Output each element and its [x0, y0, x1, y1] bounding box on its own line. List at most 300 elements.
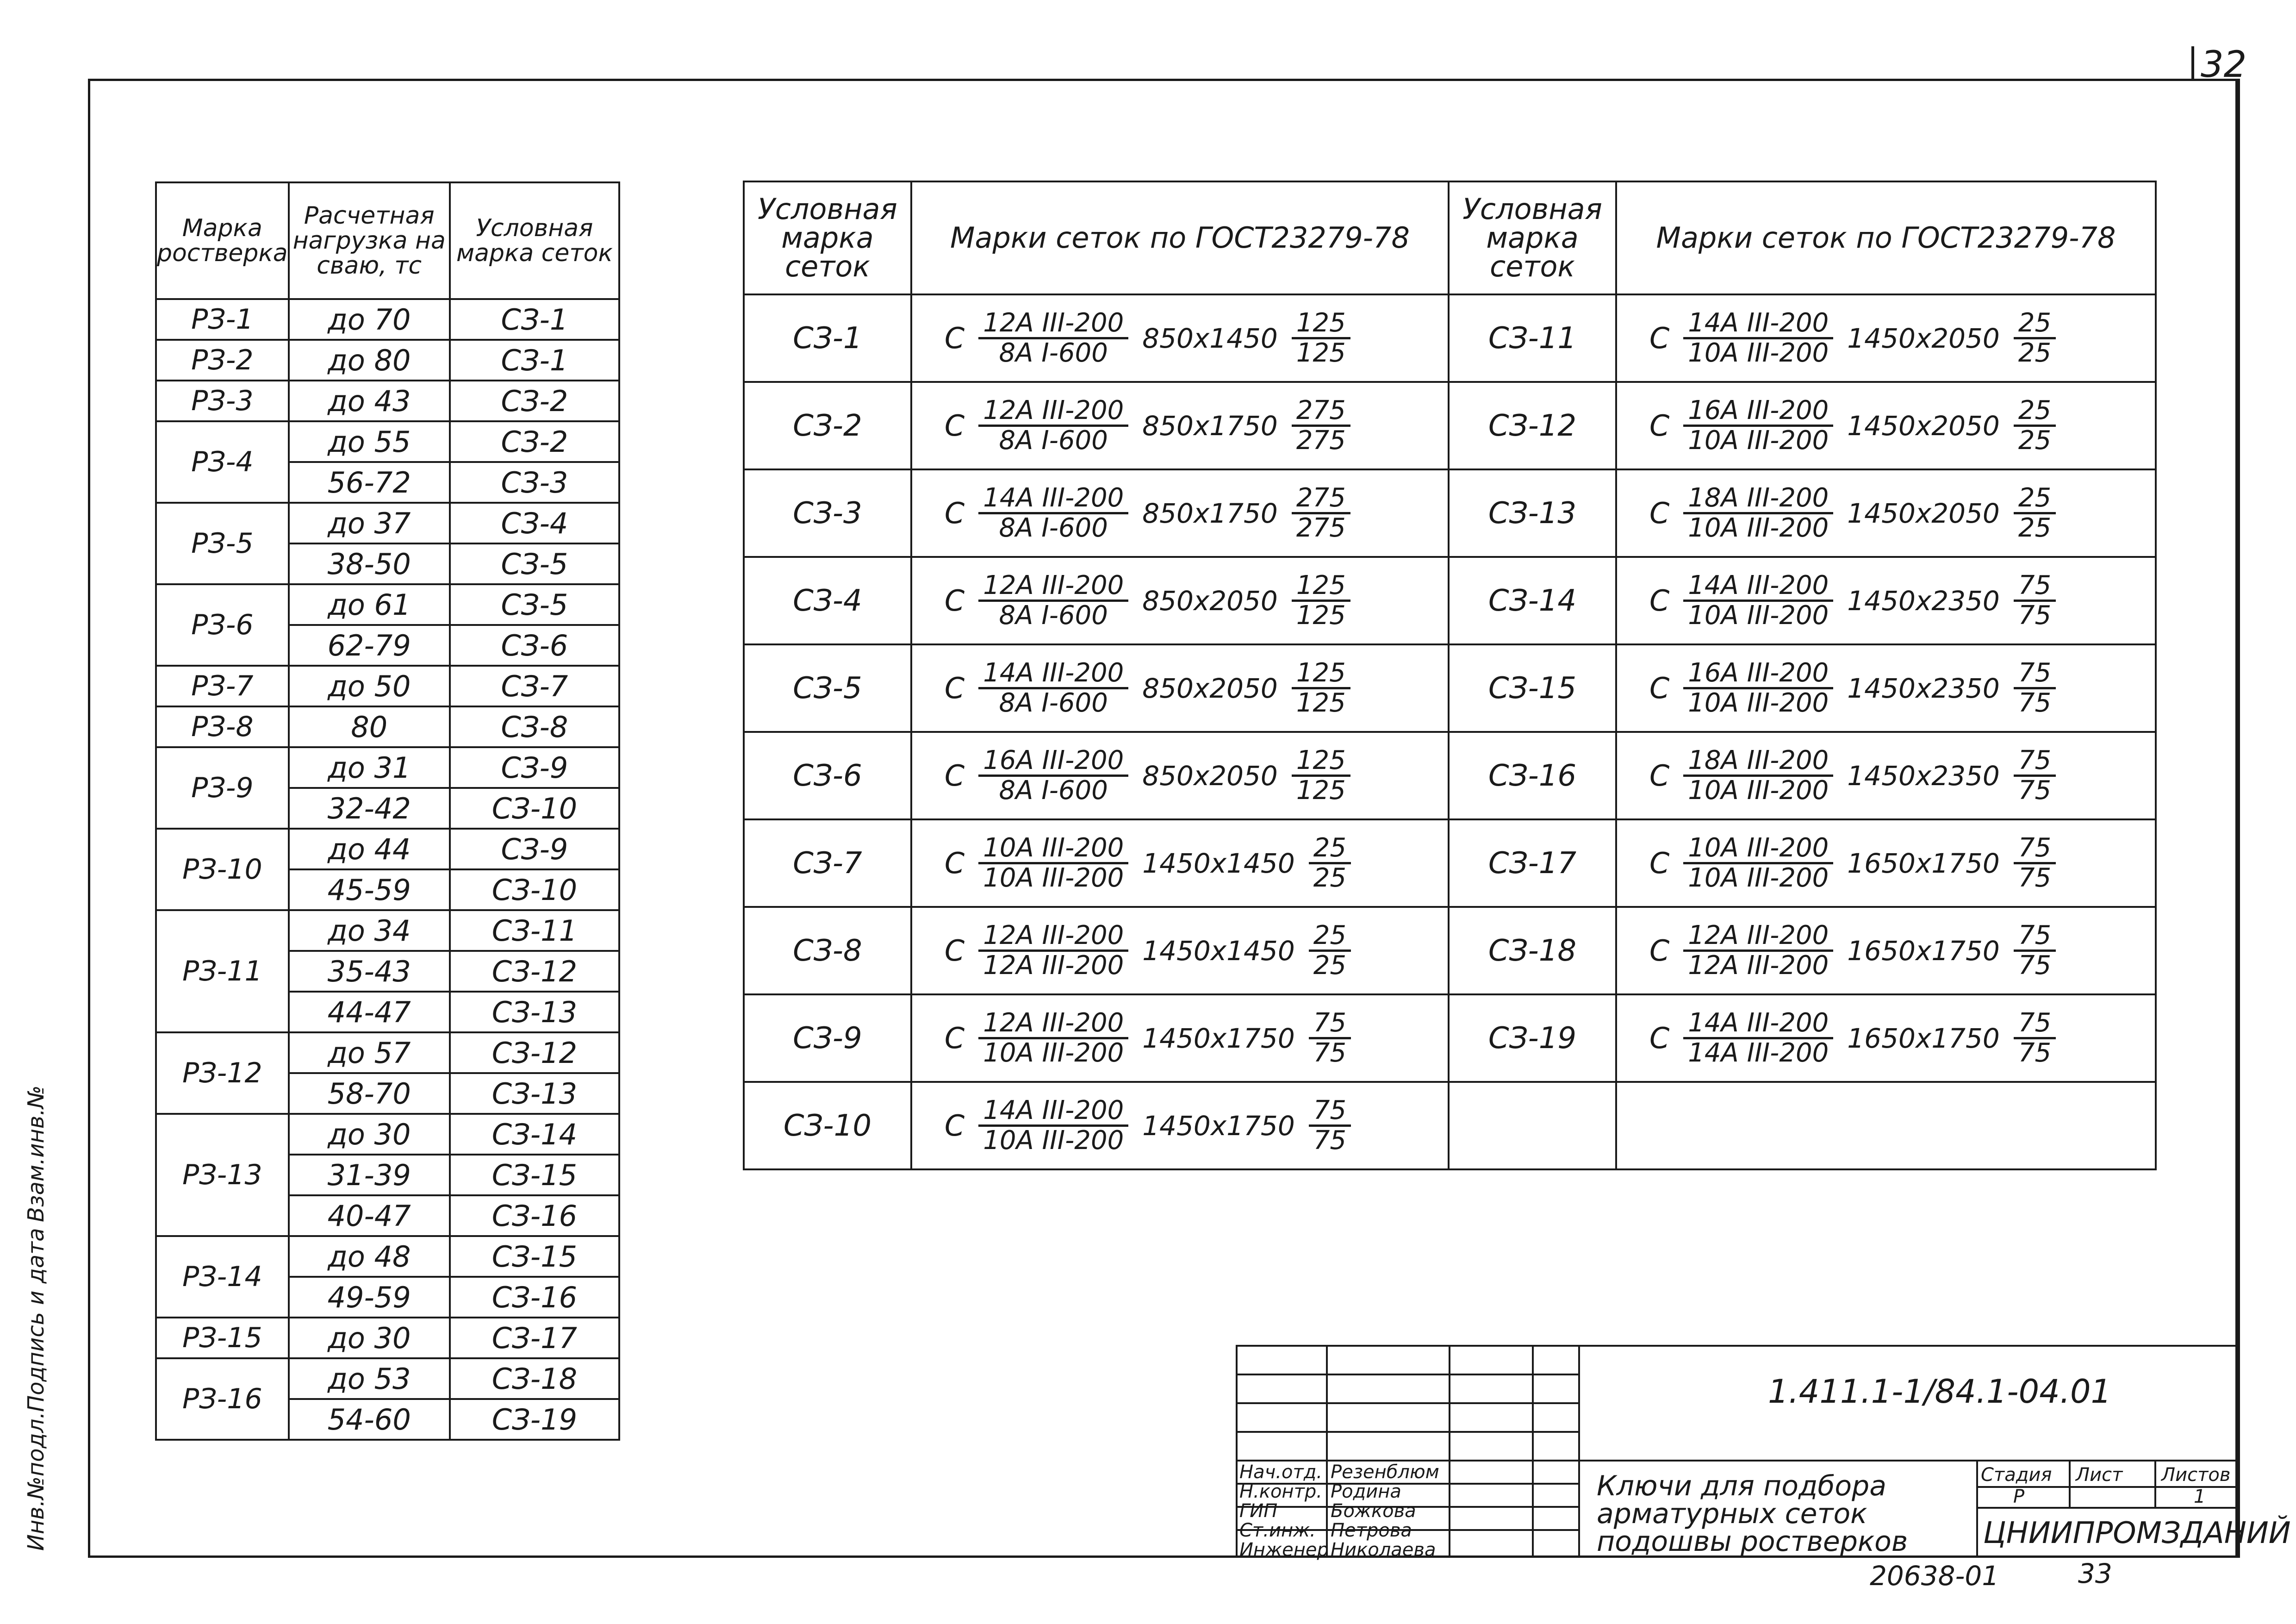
- overhang-top: 75: [1309, 1097, 1351, 1127]
- overhang-fraction: [2014, 309, 2056, 367]
- mesh-mark-cell: СЗ-10: [450, 869, 619, 910]
- conditional-mesh-mark: СЗ-15: [1449, 644, 1616, 732]
- mesh-mark-cell: СЗ-2: [450, 381, 619, 421]
- grillage-mark-cell: РЗ-13: [156, 1114, 289, 1236]
- rebar-fraction: [978, 747, 1128, 805]
- mesh-mark-table-body: [744, 294, 2156, 1169]
- mesh-mark-cell: СЗ-6: [450, 625, 619, 666]
- design-load-cell: до 43: [289, 381, 450, 421]
- grillage-mark-cell: РЗ-10: [156, 829, 289, 910]
- table-row: [156, 747, 619, 788]
- rebar-transverse: 10А III-200: [983, 1038, 1124, 1068]
- design-load-cell: 56-72: [289, 462, 450, 503]
- design-load-cell: до 30: [289, 1318, 450, 1358]
- design-load-cell: до 70: [289, 299, 450, 340]
- mesh-mark-cell: СЗ-15: [450, 1236, 619, 1277]
- tb-rule: [1578, 1345, 1580, 1558]
- rebar-transverse: 10А III-200: [1688, 688, 1829, 718]
- overhang-top: 75: [1309, 1009, 1351, 1039]
- stage-value: Р: [2013, 1486, 2025, 1507]
- mesh-formula: [1617, 397, 2155, 455]
- rebar-longitudinal: 16А III-200: [1683, 397, 1833, 427]
- table-row: [156, 1032, 619, 1073]
- empty-cell: [1616, 1082, 2156, 1169]
- rebar-longitudinal: 14А III-200: [978, 659, 1128, 689]
- design-load-cell: 54-60: [289, 1399, 450, 1440]
- gost-mesh-cell: [911, 819, 1449, 907]
- mesh-dimensions: 1650х1750: [1847, 847, 2000, 879]
- overhang-bottom: 125: [1296, 338, 1346, 368]
- overhang-top: 75: [2014, 834, 2056, 864]
- table-row: [744, 294, 2156, 382]
- grillage-load-table: [155, 181, 620, 1441]
- mesh-mark-cell: СЗ-10: [450, 788, 619, 829]
- rebar-transverse: 8А I-600: [999, 425, 1108, 456]
- overhang-bottom: 75: [1313, 1125, 1347, 1156]
- mesh-prefix: С: [944, 759, 965, 793]
- empty-cell: [1449, 1082, 1616, 1169]
- header-mesh-mark: Условная марка сеток: [450, 182, 619, 299]
- rebar-transverse: 14А III-200: [1688, 1038, 1829, 1068]
- table-row: [156, 706, 619, 747]
- overhang-fraction: [2014, 1009, 2056, 1067]
- organization-name: ЦНИИПРОМЗДАНИЙ: [1983, 1516, 2291, 1550]
- rebar-transverse: 12А III-200: [1688, 950, 1829, 981]
- mesh-formula: [912, 572, 1448, 630]
- design-load-cell: до 57: [289, 1032, 450, 1073]
- mesh-prefix: С: [944, 321, 965, 355]
- table-row: [156, 666, 619, 706]
- mesh-mark-cell: СЗ-5: [450, 543, 619, 584]
- overhang-fraction: [2014, 834, 2056, 892]
- tb-rule: [2154, 1460, 2156, 1507]
- conditional-mesh-mark: СЗ-10: [744, 1082, 911, 1169]
- mesh-dimensions: 850х2050: [1142, 672, 1278, 704]
- table-row: [156, 584, 619, 625]
- title-block: [1236, 1345, 2291, 1561]
- rebar-longitudinal: 14А III-200: [978, 484, 1128, 514]
- tb-rule: [1236, 1431, 1578, 1433]
- overhang-fraction: [1309, 1097, 1351, 1155]
- conditional-mesh-mark: СЗ-12: [1449, 382, 1616, 469]
- design-load-cell: до 48: [289, 1236, 450, 1277]
- mesh-dimensions: 850х1750: [1142, 497, 1278, 529]
- grillage-mark-cell: РЗ-16: [156, 1358, 289, 1440]
- gost-mesh-cell: [1616, 557, 2156, 644]
- signer-name: Божкова: [1331, 1500, 1416, 1522]
- table-row: [156, 381, 619, 421]
- rebar-fraction: [978, 922, 1128, 980]
- gost-mesh-cell: [911, 469, 1449, 557]
- rebar-fraction: [1683, 309, 1833, 367]
- mesh-mark-cell: СЗ-11: [450, 910, 619, 951]
- table-header-row: [156, 182, 619, 299]
- signer-role: Ст.инж.: [1239, 1520, 1316, 1541]
- conditional-mesh-mark: СЗ-6: [744, 732, 911, 819]
- mesh-mark-cell: СЗ-1: [450, 299, 619, 340]
- design-load-cell: до 30: [289, 1114, 450, 1155]
- overhang-bottom: 75: [2018, 775, 2052, 806]
- grillage-mark-cell: РЗ-1: [156, 299, 289, 340]
- overhang-top: 25: [1309, 922, 1351, 952]
- overhang-top: 275: [1292, 397, 1350, 427]
- overhang-top: 75: [2014, 659, 2056, 689]
- design-load-cell: до 53: [289, 1358, 450, 1399]
- gost-mesh-cell: [1616, 994, 2156, 1082]
- rebar-transverse: 8А I-600: [999, 513, 1108, 543]
- mesh-mark-cell: СЗ-12: [450, 1032, 619, 1073]
- mesh-dimensions: 1450х2050: [1847, 322, 2000, 354]
- rebar-transverse: 10А III-200: [1688, 513, 1829, 543]
- overhang-fraction: [1292, 397, 1350, 455]
- rebar-longitudinal: 12А III-200: [1683, 922, 1833, 952]
- rebar-fraction: [978, 572, 1128, 630]
- mesh-mark-cell: СЗ-18: [450, 1358, 619, 1399]
- table-row: [156, 1318, 619, 1358]
- page-number-separator: [2191, 46, 2194, 81]
- table-header-row: [744, 181, 2156, 294]
- design-load-cell: 31-39: [289, 1155, 450, 1195]
- stage-header: Стадия: [1981, 1464, 2052, 1486]
- conditional-mesh-mark: СЗ-2: [744, 382, 911, 469]
- table-row: [744, 469, 2156, 557]
- tb-rule: [1326, 1345, 1328, 1558]
- gost-mesh-cell: [1616, 732, 2156, 819]
- conditional-mesh-mark: СЗ-14: [1449, 557, 1616, 644]
- mesh-formula: [1617, 747, 2155, 805]
- mesh-mark-cell: СЗ-13: [450, 992, 619, 1032]
- table-row: [744, 1082, 2156, 1169]
- overhang-fraction: [1292, 484, 1350, 542]
- overhang-fraction: [1292, 572, 1350, 630]
- sheets-header: Листов: [2161, 1464, 2231, 1486]
- rebar-longitudinal: 14А III-200: [1683, 309, 1833, 339]
- conditional-mesh-mark: СЗ-18: [1449, 907, 1616, 994]
- rebar-fraction: [1683, 1009, 1833, 1067]
- table-row: [156, 910, 619, 951]
- mesh-formula: [1617, 659, 2155, 717]
- conditional-mesh-mark: СЗ-5: [744, 644, 911, 732]
- tb-rule: [1976, 1460, 1978, 1558]
- rebar-fraction: [978, 397, 1128, 455]
- overhang-fraction: [1292, 747, 1350, 805]
- mesh-prefix: С: [944, 671, 965, 705]
- mesh-dimensions: 1650х1750: [1847, 1022, 2000, 1054]
- rebar-fraction: [978, 834, 1128, 892]
- overhang-fraction: [2014, 397, 2056, 455]
- design-load-cell: 62-79: [289, 625, 450, 666]
- conditional-mesh-mark: СЗ-11: [1449, 294, 1616, 382]
- rebar-transverse: 10А III-200: [1688, 338, 1829, 368]
- mesh-mark-table: [743, 181, 2157, 1170]
- signer-role: Н.контр.: [1239, 1481, 1322, 1502]
- gost-mesh-cell: [911, 644, 1449, 732]
- table-row: [744, 732, 2156, 819]
- conditional-mesh-mark: СЗ-17: [1449, 819, 1616, 907]
- mesh-prefix: С: [944, 934, 965, 968]
- mesh-mark-cell: СЗ-14: [450, 1114, 619, 1155]
- overhang-fraction: [2014, 747, 2056, 805]
- tb-rule: [1236, 1374, 1578, 1375]
- rebar-fraction: [1683, 572, 1833, 630]
- design-load-cell: до 50: [289, 666, 450, 706]
- mesh-formula: [912, 1097, 1448, 1155]
- overhang-top: 75: [2014, 1009, 2056, 1039]
- mesh-formula: [912, 659, 1448, 717]
- mesh-prefix: С: [944, 1021, 965, 1055]
- overhang-fraction: [2014, 572, 2056, 630]
- gost-mesh-cell: [1616, 294, 2156, 382]
- rebar-transverse: 12А III-200: [983, 950, 1124, 981]
- overhang-top: 25: [2014, 484, 2056, 514]
- overhang-top: 75: [2014, 922, 2056, 952]
- overhang-bottom: 25: [2018, 513, 2052, 543]
- design-load-cell: до 55: [289, 421, 450, 462]
- rebar-longitudinal: 14А III-200: [978, 1097, 1128, 1127]
- mesh-formula: [1617, 484, 2155, 542]
- signer-name: Николаева: [1331, 1539, 1436, 1561]
- header-mesh-mark-left: Условная марка сеток: [744, 181, 911, 294]
- rebar-transverse: 10А III-200: [1688, 600, 1829, 631]
- conditional-mesh-mark: СЗ-4: [744, 557, 911, 644]
- rebar-transverse: 10А III-200: [983, 1125, 1124, 1156]
- mesh-prefix: С: [1649, 846, 1670, 880]
- header-grillage-mark: Марка ростверка: [156, 182, 289, 299]
- overhang-fraction: [1309, 1009, 1351, 1067]
- overhang-top: 75: [2014, 572, 2056, 602]
- mesh-mark-cell: СЗ-16: [450, 1195, 619, 1236]
- conditional-mesh-mark: СЗ-13: [1449, 469, 1616, 557]
- design-load-cell: 80: [289, 706, 450, 747]
- rebar-longitudinal: 18А III-200: [1683, 484, 1833, 514]
- overhang-bottom: 275: [1296, 513, 1346, 543]
- overhang-bottom: 275: [1296, 425, 1346, 456]
- table-row: [744, 819, 2156, 907]
- mesh-formula: [912, 484, 1448, 542]
- table-row: [156, 1236, 619, 1277]
- mesh-formula: [1617, 572, 2155, 630]
- rebar-fraction: [978, 1009, 1128, 1067]
- overhang-fraction: [2014, 922, 2056, 980]
- overhang-fraction: [1292, 309, 1350, 367]
- rebar-transverse: 10А III-200: [1688, 775, 1829, 806]
- mesh-dimensions: 1450х1450: [1142, 847, 1295, 879]
- mesh-dimensions: 850х2050: [1142, 760, 1278, 792]
- overhang-top: 125: [1292, 309, 1350, 339]
- gost-mesh-cell: [911, 1082, 1449, 1169]
- rebar-fraction: [978, 1097, 1128, 1155]
- grillage-mark-cell: РЗ-9: [156, 747, 289, 829]
- mesh-formula: [912, 309, 1448, 367]
- gost-mesh-cell: [911, 557, 1449, 644]
- rebar-transverse: 10А III-200: [1688, 863, 1829, 893]
- rebar-transverse: 10А III-200: [983, 863, 1124, 893]
- overhang-bottom: 75: [2018, 1038, 2052, 1068]
- grillage-mark-cell: РЗ-2: [156, 340, 289, 381]
- mesh-dimensions: 850х1750: [1142, 410, 1278, 442]
- mesh-dimensions: 1450х1750: [1142, 1022, 1295, 1054]
- overhang-bottom: 25: [2018, 338, 2052, 368]
- overhang-top: 25: [2014, 309, 2056, 339]
- overhang-top: 75: [2014, 747, 2056, 777]
- mesh-prefix: С: [944, 496, 965, 530]
- table-row: [744, 907, 2156, 994]
- mesh-formula: [1617, 834, 2155, 892]
- mesh-mark-cell: СЗ-15: [450, 1155, 619, 1195]
- signer-name: Родина: [1331, 1481, 1401, 1502]
- grillage-mark-cell: РЗ-7: [156, 666, 289, 706]
- rebar-longitudinal: 12А III-200: [978, 572, 1128, 602]
- title-line-3: подошвы ростверков: [1597, 1525, 1908, 1558]
- rebar-longitudinal: 14А III-200: [1683, 1009, 1833, 1039]
- design-load-cell: 40-47: [289, 1195, 450, 1236]
- rebar-fraction: [1683, 659, 1833, 717]
- table-row: [744, 382, 2156, 469]
- grillage-mark-cell: РЗ-11: [156, 910, 289, 1032]
- mesh-mark-cell: СЗ-3: [450, 462, 619, 503]
- conditional-mesh-mark: СЗ-16: [1449, 732, 1616, 819]
- rebar-transverse: 8А I-600: [999, 775, 1108, 806]
- gost-mesh-cell: [1616, 819, 2156, 907]
- mesh-mark-cell: СЗ-2: [450, 421, 619, 462]
- header-design-load: Расчетная нагрузка на сваю, тс: [289, 182, 450, 299]
- design-load-cell: до 31: [289, 747, 450, 788]
- gost-mesh-cell: [1616, 382, 2156, 469]
- gost-mesh-cell: [911, 907, 1449, 994]
- grillage-mark-cell: РЗ-14: [156, 1236, 289, 1318]
- gost-mesh-cell: [911, 382, 1449, 469]
- archive-sheet-number: 33: [2078, 1558, 2112, 1589]
- mesh-formula: [1617, 309, 2155, 367]
- table-row: [744, 994, 2156, 1082]
- title-line-2: арматурных сеток: [1597, 1498, 1867, 1530]
- tb-rule: [1236, 1345, 1238, 1558]
- mesh-formula: [1617, 1009, 2155, 1067]
- mesh-mark-cell: СЗ-13: [450, 1073, 619, 1114]
- rebar-fraction: [1683, 397, 1833, 455]
- overhang-top: 25: [2014, 397, 2056, 427]
- grillage-load-table-body: [156, 299, 619, 1440]
- header-gost-marks-left: Марки сеток по ГОСТ23279-78: [911, 181, 1449, 294]
- header-gost-marks-right: Марки сеток по ГОСТ23279-78: [1616, 181, 2156, 294]
- rebar-fraction: [978, 659, 1128, 717]
- overhang-fraction: [1292, 659, 1350, 717]
- overhang-bottom: 25: [1313, 950, 1347, 981]
- tb-rule: [1236, 1345, 2238, 1347]
- design-load-cell: до 80: [289, 340, 450, 381]
- table-row: [744, 557, 2156, 644]
- tb-rule: [1236, 1402, 1578, 1404]
- mesh-prefix: С: [944, 1109, 965, 1143]
- gost-mesh-cell: [911, 994, 1449, 1082]
- design-load-cell: до 37: [289, 503, 450, 543]
- design-load-cell: 49-59: [289, 1277, 450, 1318]
- mesh-prefix: С: [1649, 1021, 1670, 1055]
- overhang-bottom: 75: [1313, 1038, 1347, 1068]
- mesh-mark-cell: СЗ-7: [450, 666, 619, 706]
- rebar-transverse: 8А I-600: [999, 338, 1108, 368]
- grillage-mark-cell: РЗ-15: [156, 1318, 289, 1358]
- mesh-mark-cell: СЗ-17: [450, 1318, 619, 1358]
- mesh-prefix: С: [1649, 671, 1670, 705]
- tb-rule: [2069, 1460, 2071, 1507]
- table-row: [156, 1114, 619, 1155]
- mesh-dimensions: 1450х2350: [1847, 585, 2000, 617]
- design-load-cell: 38-50: [289, 543, 450, 584]
- overhang-bottom: 125: [1296, 775, 1346, 806]
- overhang-bottom: 125: [1296, 600, 1346, 631]
- mesh-mark-cell: СЗ-1: [450, 340, 619, 381]
- rebar-transverse: 8А I-600: [999, 688, 1108, 718]
- grillage-mark-cell: РЗ-4: [156, 421, 289, 503]
- design-load-cell: 35-43: [289, 951, 450, 992]
- sheet-count-value: 1: [2194, 1486, 2206, 1507]
- rebar-transverse: 8А I-600: [999, 600, 1108, 631]
- overhang-bottom: 75: [2018, 950, 2052, 981]
- mesh-prefix: С: [944, 846, 965, 880]
- rebar-fraction: [978, 309, 1128, 367]
- mesh-mark-cell: СЗ-9: [450, 747, 619, 788]
- table-row: [156, 829, 619, 869]
- signer-name: Петрова: [1331, 1520, 1412, 1541]
- rebar-longitudinal: 18А III-200: [1683, 747, 1833, 777]
- design-load-cell: 58-70: [289, 1073, 450, 1114]
- mesh-prefix: С: [1649, 759, 1670, 793]
- overhang-bottom: 75: [2018, 863, 2052, 893]
- mesh-formula: [912, 834, 1448, 892]
- mesh-dimensions: 1450х2350: [1847, 760, 2000, 792]
- mesh-dimensions: 1450х1450: [1142, 935, 1295, 967]
- overhang-bottom: 25: [1313, 863, 1347, 893]
- mesh-dimensions: 1650х1750: [1847, 935, 2000, 967]
- mesh-formula: [912, 922, 1448, 980]
- page-number: 32: [2201, 44, 2247, 86]
- tb-rule: [1532, 1345, 1534, 1558]
- design-load-cell: до 44: [289, 829, 450, 869]
- gost-mesh-cell: [1616, 644, 2156, 732]
- conditional-mesh-mark: СЗ-3: [744, 469, 911, 557]
- overhang-top: 125: [1292, 659, 1350, 689]
- side-stamp-replacement: Взам.инв.№: [23, 1085, 49, 1222]
- rebar-longitudinal: 12А III-200: [978, 1009, 1128, 1039]
- rebar-longitudinal: 14А III-200: [1683, 572, 1833, 602]
- mesh-prefix: С: [1649, 409, 1670, 443]
- mesh-dimensions: 850х2050: [1142, 585, 1278, 617]
- signer-role: Нач.отд.: [1239, 1462, 1323, 1483]
- signer-name: Резенблюм: [1331, 1462, 1439, 1483]
- rebar-fraction: [1683, 747, 1833, 805]
- grillage-mark-cell: РЗ-5: [156, 503, 289, 584]
- mesh-prefix: С: [1649, 496, 1670, 530]
- mesh-prefix: С: [1649, 584, 1670, 618]
- rebar-longitudinal: 10А III-200: [1683, 834, 1833, 864]
- mesh-formula: [912, 1009, 1448, 1067]
- mesh-mark-cell: СЗ-16: [450, 1277, 619, 1318]
- rebar-longitudinal: 12А III-200: [978, 309, 1128, 339]
- rebar-longitudinal: 12А III-200: [978, 922, 1128, 952]
- title-line-1: Ключи для подбора: [1597, 1470, 1886, 1502]
- mesh-mark-cell: СЗ-19: [450, 1399, 619, 1440]
- design-load-cell: 44-47: [289, 992, 450, 1032]
- rebar-longitudinal: 10А III-200: [978, 834, 1128, 864]
- rebar-fraction: [1683, 834, 1833, 892]
- overhang-fraction: [1309, 834, 1351, 892]
- rebar-longitudinal: 16А III-200: [978, 747, 1128, 777]
- overhang-top: 25: [1309, 834, 1351, 864]
- overhang-bottom: 125: [1296, 688, 1346, 718]
- grillage-mark-cell: РЗ-8: [156, 706, 289, 747]
- grillage-mark-cell: РЗ-6: [156, 584, 289, 666]
